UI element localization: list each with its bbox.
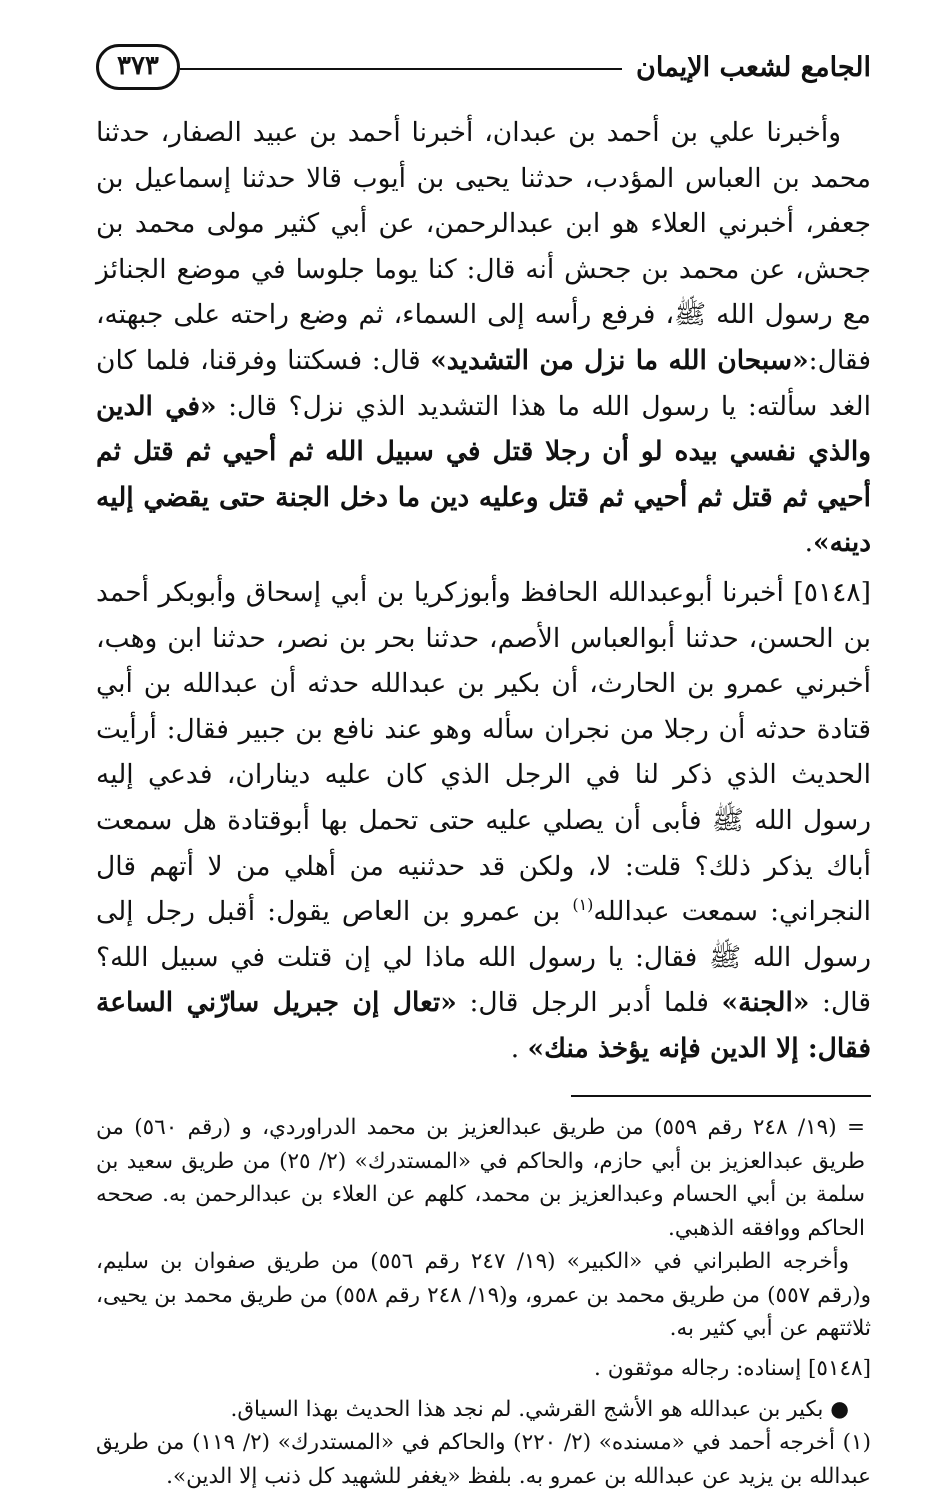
hadith-number: [٥١٤٨] — [793, 576, 871, 608]
footnote-1: (١) أخرجه أحمد في «مسنده» (٢/ ٢٢٠) والحاكم في «المستدرك» (٢/ ١١٩) من طريق عبدالله بن يزيد عن عبدالله بن عمرو به. بلفظ «يغفر للشهيد كل ذنب إلا الدين». — [96, 1430, 871, 1489]
running-title: الجامع لشعب الإيمان — [636, 51, 871, 83]
hadith-2-text-3: فلما أدبر الرجل قال: — [456, 987, 722, 1019]
footnote-separator — [571, 1095, 871, 1097]
hadith-1-quote-1: «سبحان الله ما نزل من التشديد» — [430, 344, 809, 376]
main-text — [96, 110, 871, 1071]
footnote-tabarani: وأخرجه الطبراني في «الكبير» (١٩/ ٢٤٧ رقم ٥٥٦) من طريق صفوان بن سليم، و(رقم ٥٥٧) من طريق محمد بن عمرو، و(١٩/ ٢٤٨ رقم ٥٥٨) من طريق محمد بن يحيى، ثلاثتهم عن أبي كثير به. — [96, 1249, 872, 1341]
hadith-paragraph-1 — [96, 110, 871, 566]
page-number: ٣٧٣ — [96, 44, 180, 90]
hadith-2-quote-2: «تعال إن جبريل سارّني الساعة فقال: إلا الدين فإنه يؤخذ منك» — [96, 987, 871, 1064]
hadith-2-end: . — [510, 1032, 528, 1064]
footnotes — [96, 1111, 871, 1492]
header-rule — [180, 68, 622, 70]
footnote-reference: (١) — [572, 895, 594, 915]
hadith-1-end: . — [804, 527, 814, 559]
footnote-continuation: = (١٩/ ٢٤٨ رقم ٥٥٩) من طريق عبدالعزيز بن محمد الدراوردي، و (رقم ٥٦٠) من طريق عبدالعزيز بن أبي حازم، والحاكم في «المستدرك» (٢/ ٢٥) من طريق سعيد بن سلمة بن أبي الحسام وعبدالعزيز بن محمد، كلهم عن العلاء بن عبدالرحمن به. صححه الحاكم ووافقه الذهبي. — [96, 1115, 866, 1241]
hadith-1-intro: وأخبرنا علي بن أحمد بن عبدان، أخبرنا أحمد بن عبيد الصفار، حدثنا محمد بن العباس المؤدب، حدثنا يحيى بن أيوب قالا حدثنا إسماعيل بن جعفر، أخبرني العلاء هو ابن عبدالرحمن، عن أبي كثير مولى محمد بن جحش، عن محمد بن جحش أنه قال: كنا يوما جلوسا في موضع الجنائز مع رسول الله ﷺ، فرفع رأسه إلى السماء، ثم وضع راحته على جبهته، فقال: — [96, 117, 871, 376]
footnote-bukayr: ● بكير بن عبدالله هو الأشج القرشي. لم نجد هذا الحديث بهذا السياق. — [230, 1396, 849, 1422]
hadith-2-text-1: أخبرنا أبوعبدالله الحافظ وأبوزكريا بن أبي إسحاق وأبوبكر أحمد بن الحسن، حدثنا أبوالعباس الأصم، حدثنا بحر بن نصر، حدثنا ابن وهب، أخبرني عمرو بن الحارث، أن بكير بن عبدالله حدثه أن عبدالله بن أبي قتادة حدثه أن رجلا من نجران سأله وهو عند نافع بن جبير فقال: أرأيت الحديث الذي ذكر لنا في الرجل الذي كان عليه ديناران، فدعي إليه رسول الله ﷺ فأبى أن يصلي عليه حتى تحمل بها أبوقتادة هل سمعت أباك يذكر ذلك؟ قلت: لا، ولكن قد حدثنيه من أهلي من لا أتهم قال النجراني: سمعت عبدالله — [96, 576, 872, 928]
hadith-paragraph-2 — [96, 570, 871, 1072]
hadith-2-text-2: بن عمرو بن العاص يقول: أقبل رجل إلى رسول الله ﷺ فقال: يا رسول الله ماذا لي إن قتلت في سبيل الله؟ قال: — [96, 896, 871, 1019]
footnote-isnad: [٥١٤٨] إسناده: رجاله موثقون . — [594, 1356, 871, 1382]
hadith-2-quote-1: «الجنة» — [721, 987, 810, 1019]
hadith-1-quote-2: «في الدين والذي نفسي بيده لو أن رجلا قتل في سبيل الله ثم أحيي ثم قتل ثم أحيي ثم قتل ثم أحيي ثم قتل وعليه دين ما دخل الجنة حتى يقضي إليه دينه» — [96, 390, 871, 559]
page-header — [96, 38, 871, 96]
hadith-1-middle: قال: فسكتنا وفرقنا، فلما كان الغد سألته: يا رسول الله ما هذا التشديد الذي نزل؟ قال: — [96, 344, 871, 422]
